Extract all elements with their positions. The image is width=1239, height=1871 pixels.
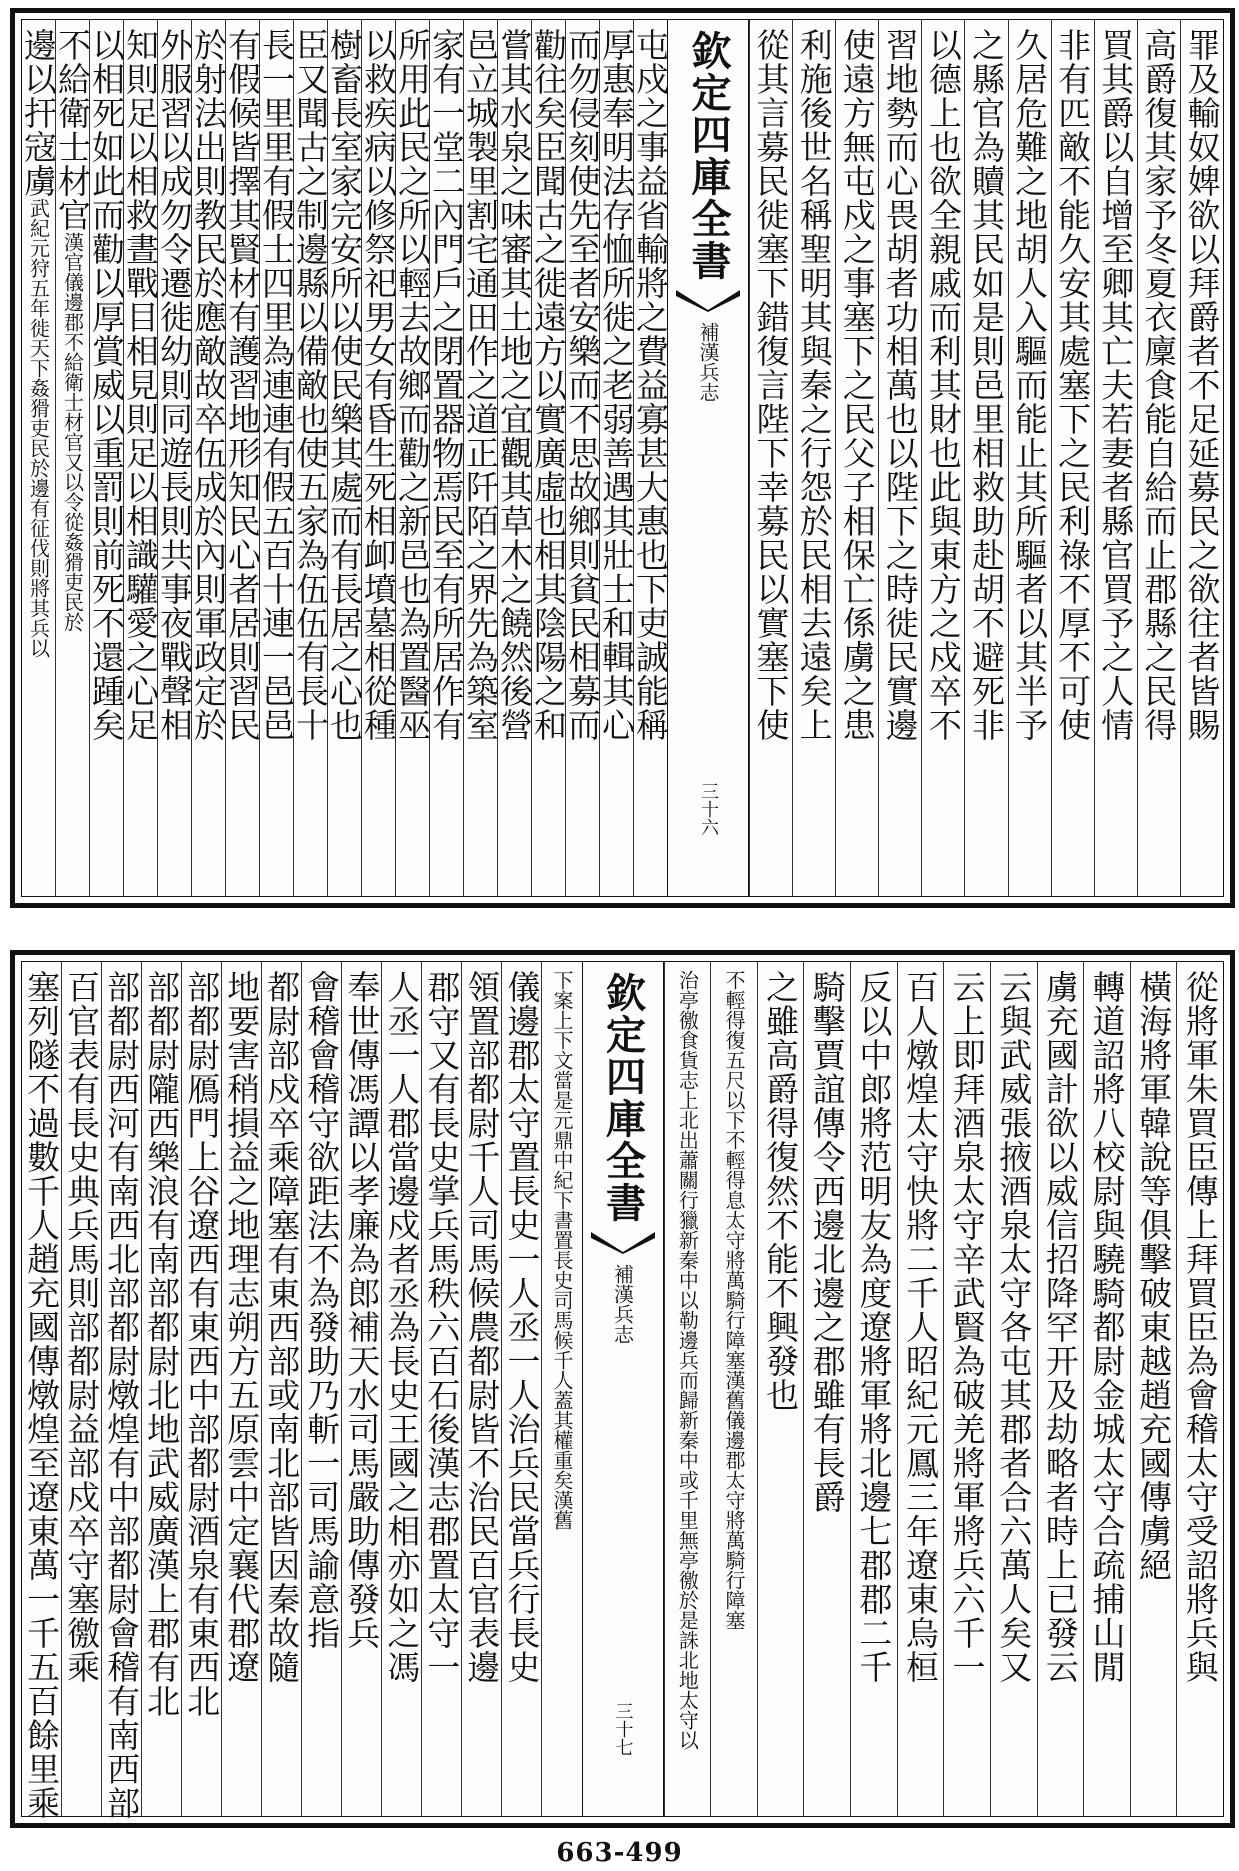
fish-tail-icon: [676, 290, 740, 312]
column-text: 之雖高爵得復然不能不興發也: [761, 970, 801, 1412]
page-number: 三十七: [612, 1702, 634, 1756]
chapter-title: 補漢兵志: [696, 322, 720, 402]
text-column: [943, 962, 990, 1816]
column-text: 騎擊賈誼傳令西邊北邊之郡雖有長爵: [807, 970, 847, 1514]
bottom-right-half: [664, 962, 1224, 1816]
text-column: [421, 962, 461, 1816]
text-column: [221, 962, 261, 1816]
column-text: 而勿侵刻使先至者安樂而不思故鄉則貧民相募而: [563, 28, 602, 742]
column-text: 高爵復其家予冬夏衣廩食能自給而止郡縣之民得: [1139, 28, 1179, 742]
column-text: 從其言募民徙塞下錯復言陛下幸募民以實塞下使: [751, 28, 791, 742]
text-column: [792, 20, 835, 896]
fish-tail-icon: [591, 1232, 655, 1254]
text-column: [427, 20, 466, 896]
book-title: 欽定四庫全書: [685, 30, 732, 282]
column-text: 人丞一人郡當邊戍者丞為長史王國之相亦如之馮: [382, 970, 422, 1684]
chapter-title: 補漢兵志: [610, 1264, 635, 1344]
text-column: [181, 962, 221, 1816]
page-top: [10, 8, 1235, 908]
column-text: 治亭徼食貨志上北出蕭關行獵新秦中以勒邊兵而歸新秦中或千里無亭徼於是誅北地太守以: [675, 970, 700, 1750]
column-text: 知則足以相救晝戰目相見則足以相識驩愛之心足: [121, 28, 160, 742]
column-text: 久居危難之地胡人入驅而能止其所驅者以其半予: [1010, 28, 1050, 742]
text-column: [1180, 20, 1223, 896]
top-left-half: [19, 20, 670, 896]
column-text: 地要害稍損益之地理志朔方五原雲中定襄代郡遼: [222, 970, 262, 1684]
text-column: [990, 962, 1037, 1816]
text-column: [141, 962, 181, 1816]
bottom-left-half: [22, 962, 582, 1820]
column-text: 外服習以成勿令遷徙幼則同遊長則共事夜戰聲相: [155, 28, 194, 742]
text-column: [664, 962, 711, 1816]
text-column: [87, 20, 126, 896]
text-column: [22, 962, 62, 1820]
column-text: 領置部都尉千人司馬候農都尉皆不治民百官表邊: [462, 970, 502, 1684]
text-column: [155, 20, 194, 896]
text-column: [749, 20, 792, 896]
column-text: 都尉部戍卒乘障塞有東西部或南北部皆因秦故隨: [262, 970, 302, 1684]
column-text: 百人燉煌太守快將二千人昭紀元鳳三年遼東烏桓: [900, 970, 940, 1684]
column-text: 屯戍之事益省輸將之費益寡甚大惠也下吏誠能稱: [631, 28, 670, 742]
annotation-note: 漢官儀邊郡不給衛士材官又以令從姦猾吏民於: [60, 232, 85, 632]
column-text: 長一里里有假士四里為連連有假五百十連一邑邑: [257, 28, 296, 742]
text-column: [897, 962, 944, 1816]
page-top-frame: [21, 19, 1224, 897]
page-bottom-frame: [21, 961, 1224, 1820]
column-text: 轉道詔將八校尉與驍騎都尉金城太守合疏捕山閒: [1087, 970, 1127, 1684]
column-text: 所用此民之所以輕去故鄉而勸之新邑也為置醫巫: [393, 28, 432, 742]
page-bottom: [10, 950, 1235, 1828]
text-column: [19, 20, 58, 896]
text-column: [878, 20, 921, 896]
text-column: [359, 20, 398, 896]
text-column: [541, 962, 581, 1816]
text-column: [850, 962, 897, 1816]
page-code: 663-499: [556, 1838, 683, 1868]
text-column: [597, 20, 636, 896]
text-column: [291, 20, 330, 896]
column-text: 於射法出則教民於應敵故卒伍成於內則軍政定於: [189, 28, 228, 742]
text-column: [257, 20, 296, 896]
annotation-note: 武紀元狩五年徙天下姦猾吏民於邊有征伐則將其兵以: [26, 198, 51, 658]
column-text: 之縣官為贖其民如是則邑里相救助赴胡不避死非: [966, 28, 1006, 742]
column-text: 利施後世名稱聖明其與秦之行怨於民相去遠矣上: [794, 28, 834, 742]
text-column: [381, 962, 421, 1816]
center-fold: [667, 20, 749, 896]
text-column: [341, 962, 381, 1816]
text-column: [757, 962, 804, 1816]
text-column: [325, 20, 364, 896]
column-text: 部都尉西河有南西北部都尉燉煌有中部都尉會稽有南西部: [102, 970, 142, 1820]
text-column: [1008, 20, 1051, 896]
column-text: 有假候皆擇其賢材有護習地形知民心者居則習民: [223, 28, 262, 742]
column-text: 以相死如此而勸以厚賞威以重罰則前死不還踵矣: [87, 28, 126, 742]
column-text: 不輕得復五尺以下不輕得息太守將萬騎行障塞漢舊儀邊郡太守將萬騎行障塞: [721, 970, 746, 1630]
column-text: 部都尉隴西樂浪有南部都尉北地武威廣漢上郡有北: [142, 970, 182, 1718]
column-text: 橫海將軍韓說等俱擊破東越趙充國傳虜絕: [1134, 970, 1174, 1582]
text-column: [529, 20, 568, 896]
text-column: [53, 20, 92, 896]
column-text: 臣又聞古之制邊縣以備敵也使五家為伍伍有長十: [291, 28, 330, 742]
column-text: 不給衛士材官: [53, 28, 92, 232]
column-text: 使遠方無屯戍之事塞下之民父子相保亡係虜之患: [837, 28, 877, 742]
text-column: [121, 20, 160, 896]
text-column: [563, 20, 602, 896]
column-text: 部都尉鴈門上谷遼西有東西中部都尉酒泉有東西北: [182, 970, 222, 1718]
text-column: [964, 20, 1007, 896]
column-text: 邑立城製里割宅通田作之道正阡陌之界先為築室: [461, 28, 500, 742]
top-right-half: [749, 20, 1223, 896]
column-text: 罪及輸奴婢欲以拜爵者不足延募民之欲往者皆賜: [1182, 28, 1222, 742]
text-column: [1176, 962, 1223, 1816]
text-column: [710, 962, 757, 1816]
text-column: [631, 20, 670, 896]
text-column: [495, 20, 534, 896]
center-fold: [582, 962, 664, 1816]
page-number: 三十六: [698, 782, 719, 836]
text-column: [189, 20, 228, 896]
column-text: 買其爵以自增至卿其亡夫若妻者縣官買予之人情: [1096, 28, 1136, 742]
column-text: 郡守又有長史掌兵馬秩六百石後漢志郡置太守一: [422, 970, 462, 1684]
text-column: [393, 20, 432, 896]
book-title: 欽定四庫全書: [599, 972, 647, 1224]
column-text: 反以中郎將范明友為度遼將軍將北邊七郡郡二千: [854, 970, 894, 1684]
column-text: 從將軍朱買臣傳上拜買臣為會稽太守受詔將兵與: [1180, 970, 1220, 1684]
column-text: 家有一堂二內門戶之閉置器物焉民至有所居作有: [427, 28, 466, 742]
column-text: 云與武威張掖酒泉太守各屯其郡者合六萬人矣又: [994, 970, 1034, 1684]
text-column: [921, 20, 964, 896]
column-text: 云上即拜酒泉太守辛武賢為破羌將軍將兵六千一: [947, 970, 987, 1684]
text-column: [1083, 962, 1130, 1816]
column-text: 邊以扞寇虜: [19, 28, 58, 198]
column-text: 塞列隧不過數千人趙充國傳燉煌至遼東萬一千五百餘里乘: [22, 970, 62, 1820]
text-column: [835, 20, 878, 896]
column-text: 會稽會稽守欲距法不為發助乃斬一司馬諭意指: [302, 970, 342, 1650]
column-text: 以德上也欲全親戚而利其財也此與東方之戍卒不: [923, 28, 963, 742]
column-text: 非有匹敵不能久安其處塞下之民利祿不厚不可使: [1053, 28, 1093, 742]
text-column: [1137, 20, 1180, 896]
column-text: 以救疾病以修祭祀男女有昏生死相卹墳墓相從種: [359, 28, 398, 742]
text-column: [461, 20, 500, 896]
text-column: [261, 962, 301, 1816]
text-column: [1130, 962, 1177, 1816]
text-column: [101, 962, 142, 1820]
column-text: 奉世傳馮譚以孝廉為郎補天水司馬嚴助傳發兵: [342, 970, 382, 1650]
column-text: 習地勢而心畏胡者功相萬也以陛下之時徙民實邊: [880, 28, 920, 742]
text-column: [461, 962, 501, 1816]
text-column: [1094, 20, 1137, 896]
text-column: [301, 962, 341, 1816]
column-text: 厚惠奉明法存恤所徙之老弱善遇其壯士和輯其心: [597, 28, 636, 742]
text-column: [1051, 20, 1094, 896]
column-text: 勸往矣臣聞古之徙遠方以實廣虛也相其陰陽之和: [529, 28, 568, 742]
column-text: 儀邊郡太守置長史一人丞一人治兵民當兵行長史: [502, 970, 542, 1684]
column-text: 虜充國計欲以威信招降罕开及劫略者時上已發云: [1040, 970, 1080, 1684]
text-column: [223, 20, 262, 896]
text-column: [61, 962, 101, 1816]
column-text: 樹畜長室家完安所以使民樂其處而有長居之心也: [325, 28, 364, 742]
text-column: [803, 962, 850, 1816]
text-column: [1037, 962, 1084, 1816]
text-column: [501, 962, 541, 1816]
column-text: 嘗其水泉之味審其土地之宜觀其草木之饒然後營: [495, 28, 534, 742]
column-text: 下案上下文當是元鼎中紀下書置長史司馬候千人蓋其權重矣漢舊: [549, 970, 574, 1530]
column-text: 百官表有長史典兵馬則部都尉益部戍卒守塞徼乘: [62, 970, 102, 1684]
